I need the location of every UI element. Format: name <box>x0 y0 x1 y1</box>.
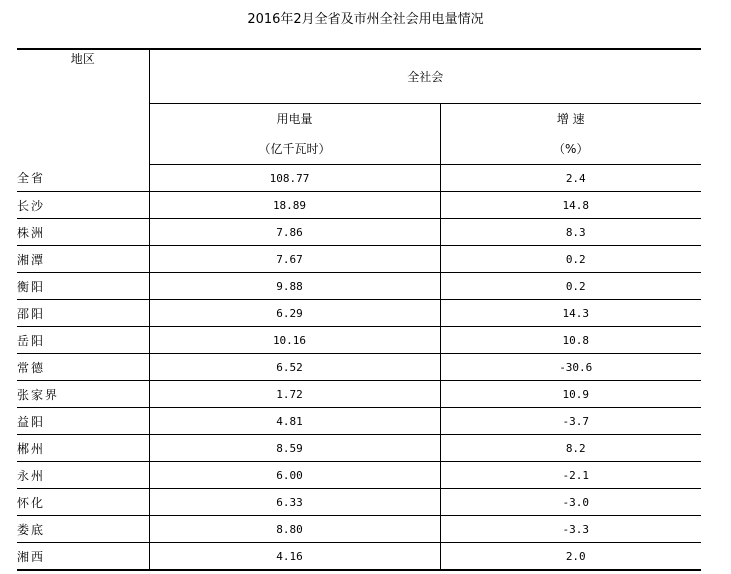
region-cell: 邵阳 <box>17 300 149 327</box>
table-row <box>17 381 701 408</box>
growth-cell: 8.2 <box>440 435 701 462</box>
usage-cell: 7.67 <box>149 246 440 273</box>
table-row <box>17 543 701 571</box>
growth-cell: -30.6 <box>440 354 701 381</box>
header-usage <box>149 104 440 165</box>
region-cell: 郴州 <box>17 435 149 462</box>
table-row <box>17 516 701 543</box>
region-cell: 岳阳 <box>17 327 149 354</box>
usage-cell: 8.80 <box>149 516 440 543</box>
region-cell: 怀化 <box>17 489 149 516</box>
growth-cell: -3.7 <box>440 408 701 435</box>
table-row <box>17 165 701 192</box>
header-growth-unit: （%） <box>553 142 589 156</box>
table-row <box>17 219 701 246</box>
usage-cell: 4.81 <box>149 408 440 435</box>
region-cell: 株洲 <box>17 219 149 246</box>
region-cell: 湘西 <box>17 543 149 571</box>
usage-cell: 6.29 <box>149 300 440 327</box>
usage-cell: 9.88 <box>149 273 440 300</box>
electricity-table <box>17 48 701 571</box>
header-usage-label: 用电量 <box>276 112 313 126</box>
header-group: 全社会 <box>149 49 701 104</box>
header-growth-label: 增 速 <box>556 112 585 126</box>
region-cell: 娄底 <box>17 516 149 543</box>
growth-cell: 0.2 <box>440 273 701 300</box>
table-row <box>17 435 701 462</box>
page-title: 2016年2月全省及市州全社会用电量情况 <box>247 12 484 27</box>
growth-cell: 2.0 <box>440 543 701 571</box>
usage-cell: 1.72 <box>149 381 440 408</box>
region-cell: 常德 <box>17 354 149 381</box>
growth-cell: 10.8 <box>440 327 701 354</box>
table-row <box>17 489 701 516</box>
usage-cell: 7.86 <box>149 219 440 246</box>
header-region: 地区 <box>17 49 149 165</box>
region-cell: 长沙 <box>17 192 149 219</box>
growth-cell: 2.4 <box>440 165 701 192</box>
table-row <box>17 192 701 219</box>
region-cell: 张家界 <box>17 381 149 408</box>
table-row <box>17 273 701 300</box>
growth-cell: -2.1 <box>440 462 701 489</box>
usage-cell: 8.59 <box>149 435 440 462</box>
table-row <box>17 408 701 435</box>
table-row <box>17 327 701 354</box>
usage-cell: 10.16 <box>149 327 440 354</box>
growth-cell: 8.3 <box>440 219 701 246</box>
region-cell: 全省 <box>17 165 149 192</box>
usage-cell: 108.77 <box>149 165 440 192</box>
header-growth <box>440 104 701 165</box>
usage-cell: 18.89 <box>149 192 440 219</box>
region-cell: 衡阳 <box>17 273 149 300</box>
region-cell: 永州 <box>17 462 149 489</box>
header-usage-unit: （亿千瓦时） <box>258 142 331 156</box>
usage-cell: 6.33 <box>149 489 440 516</box>
table-row <box>17 300 701 327</box>
growth-cell: -3.0 <box>440 489 701 516</box>
growth-cell: -3.3 <box>440 516 701 543</box>
region-cell: 湘潭 <box>17 246 149 273</box>
usage-cell: 4.16 <box>149 543 440 571</box>
region-cell: 益阳 <box>17 408 149 435</box>
growth-cell: 0.2 <box>440 246 701 273</box>
table-row <box>17 246 701 273</box>
table-row <box>17 354 701 381</box>
growth-cell: 10.9 <box>440 381 701 408</box>
table-row <box>17 462 701 489</box>
usage-cell: 6.52 <box>149 354 440 381</box>
growth-cell: 14.8 <box>440 192 701 219</box>
growth-cell: 14.3 <box>440 300 701 327</box>
usage-cell: 6.00 <box>149 462 440 489</box>
